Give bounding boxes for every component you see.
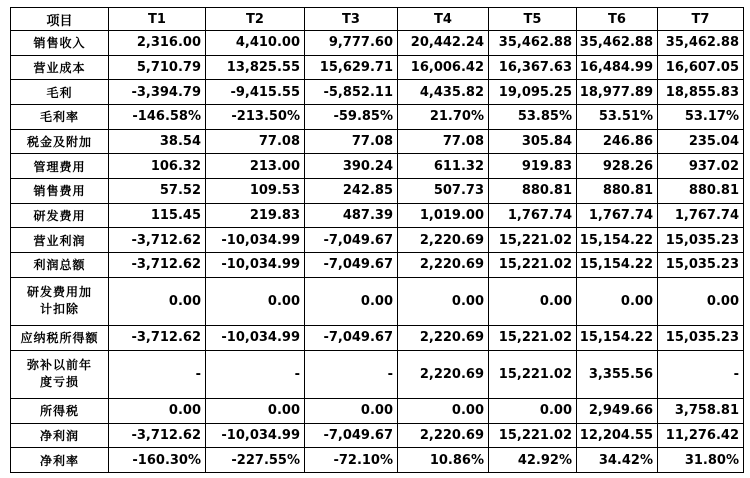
- value-cell: 0.00: [398, 277, 489, 325]
- table-row: [11, 203, 744, 228]
- value-cell: 77.08: [206, 129, 305, 154]
- value-cell: -59.85%: [305, 105, 398, 130]
- table-row: [11, 398, 744, 423]
- value-cell: 305.84: [489, 129, 577, 154]
- value-cell: -7,049.67: [305, 253, 398, 278]
- value-cell: 0.00: [489, 277, 577, 325]
- value-cell: 0.00: [489, 398, 577, 423]
- value-cell: 15,221.02: [489, 228, 577, 253]
- value-cell: 16,367.63: [489, 55, 577, 80]
- value-cell: 1,767.74: [577, 203, 658, 228]
- row-label: 税金及附加: [11, 129, 109, 154]
- value-cell: 0.00: [398, 398, 489, 423]
- row-label: 所得税: [11, 398, 109, 423]
- value-cell: 18,977.89: [577, 80, 658, 105]
- table-row: [11, 448, 744, 473]
- table-row: [11, 80, 744, 105]
- value-cell: -10,034.99: [206, 253, 305, 278]
- value-cell: 115.45: [109, 203, 206, 228]
- value-cell: 35,462.88: [489, 31, 577, 56]
- value-cell: 880.81: [577, 179, 658, 204]
- value-cell: 5,710.79: [109, 55, 206, 80]
- value-cell: 12,204.55: [577, 423, 658, 448]
- value-cell: 109.53: [206, 179, 305, 204]
- value-cell: 16,006.42: [398, 55, 489, 80]
- value-cell: 235.04: [658, 129, 744, 154]
- value-cell: 9,777.60: [305, 31, 398, 56]
- value-cell: -146.58%: [109, 105, 206, 130]
- header-cell: T7: [658, 8, 744, 31]
- value-cell: 15,154.22: [577, 228, 658, 253]
- header-cell: T2: [206, 8, 305, 31]
- row-label: 应纳税所得额: [11, 325, 109, 350]
- value-cell: -10,034.99: [206, 325, 305, 350]
- row-label: 净利率: [11, 448, 109, 473]
- value-cell: 0.00: [206, 277, 305, 325]
- value-cell: 15,035.23: [658, 253, 744, 278]
- value-cell: 53.17%: [658, 105, 744, 130]
- value-cell: 15,035.23: [658, 228, 744, 253]
- header-cell: 项目: [11, 8, 109, 31]
- value-cell: -227.55%: [206, 448, 305, 473]
- table-row: [11, 277, 744, 325]
- value-cell: -10,034.99: [206, 228, 305, 253]
- table-row: [11, 228, 744, 253]
- row-label: 研发费用加计扣除: [11, 277, 109, 325]
- table-body: [11, 31, 744, 473]
- table-row: [11, 31, 744, 56]
- value-cell: 77.08: [305, 129, 398, 154]
- row-label: 销售收入: [11, 31, 109, 56]
- value-cell: 11,276.42: [658, 423, 744, 448]
- header-row: [11, 8, 744, 31]
- value-cell: 242.85: [305, 179, 398, 204]
- value-cell: 880.81: [489, 179, 577, 204]
- value-cell: 2,220.69: [398, 350, 489, 398]
- value-cell: 3,355.56: [577, 350, 658, 398]
- value-cell: 219.83: [206, 203, 305, 228]
- table-row: [11, 105, 744, 130]
- value-cell: 4,410.00: [206, 31, 305, 56]
- value-cell: -3,712.62: [109, 228, 206, 253]
- value-cell: 16,484.99: [577, 55, 658, 80]
- value-cell: 13,825.55: [206, 55, 305, 80]
- value-cell: 15,221.02: [489, 423, 577, 448]
- value-cell: 928.26: [577, 154, 658, 179]
- value-cell: 15,035.23: [658, 325, 744, 350]
- row-label: 毛利率: [11, 105, 109, 130]
- value-cell: 15,221.02: [489, 253, 577, 278]
- value-cell: 390.24: [305, 154, 398, 179]
- value-cell: -7,049.67: [305, 325, 398, 350]
- value-cell: 880.81: [658, 179, 744, 204]
- value-cell: 2,220.69: [398, 325, 489, 350]
- value-cell: 4,435.82: [398, 80, 489, 105]
- value-cell: -3,712.62: [109, 253, 206, 278]
- value-cell: -3,712.62: [109, 423, 206, 448]
- value-cell: -: [305, 350, 398, 398]
- value-cell: 15,629.71: [305, 55, 398, 80]
- value-cell: 937.02: [658, 154, 744, 179]
- value-cell: 15,154.22: [577, 325, 658, 350]
- row-label: 营业利润: [11, 228, 109, 253]
- value-cell: 77.08: [398, 129, 489, 154]
- value-cell: 2,316.00: [109, 31, 206, 56]
- value-cell: 15,221.02: [489, 350, 577, 398]
- value-cell: 3,758.81: [658, 398, 744, 423]
- value-cell: 611.32: [398, 154, 489, 179]
- value-cell: 2,949.66: [577, 398, 658, 423]
- value-cell: -213.50%: [206, 105, 305, 130]
- value-cell: 53.51%: [577, 105, 658, 130]
- value-cell: 53.85%: [489, 105, 577, 130]
- value-cell: 106.32: [109, 154, 206, 179]
- value-cell: 246.86: [577, 129, 658, 154]
- header-cell: T6: [577, 8, 658, 31]
- value-cell: 34.42%: [577, 448, 658, 473]
- value-cell: 35,462.88: [658, 31, 744, 56]
- value-cell: -9,415.55: [206, 80, 305, 105]
- value-cell: 38.54: [109, 129, 206, 154]
- value-cell: 20,442.24: [398, 31, 489, 56]
- row-label: 利润总额: [11, 253, 109, 278]
- table-row: [11, 55, 744, 80]
- value-cell: 2,220.69: [398, 228, 489, 253]
- value-cell: 0.00: [305, 398, 398, 423]
- value-cell: 16,607.05: [658, 55, 744, 80]
- table-row: [11, 154, 744, 179]
- row-label: 净利润: [11, 423, 109, 448]
- row-label: 研发费用: [11, 203, 109, 228]
- table-row: [11, 350, 744, 398]
- table-row: [11, 179, 744, 204]
- value-cell: -160.30%: [109, 448, 206, 473]
- value-cell: 507.73: [398, 179, 489, 204]
- value-cell: 15,221.02: [489, 325, 577, 350]
- table-row: [11, 129, 744, 154]
- value-cell: 2,220.69: [398, 423, 489, 448]
- value-cell: 42.92%: [489, 448, 577, 473]
- value-cell: 0.00: [206, 398, 305, 423]
- row-label: 管理费用: [11, 154, 109, 179]
- header-cell: T3: [305, 8, 398, 31]
- header-cell: T5: [489, 8, 577, 31]
- table-row: [11, 325, 744, 350]
- value-cell: 31.80%: [658, 448, 744, 473]
- value-cell: 213.00: [206, 154, 305, 179]
- value-cell: 487.39: [305, 203, 398, 228]
- value-cell: 1,019.00: [398, 203, 489, 228]
- value-cell: 0.00: [305, 277, 398, 325]
- value-cell: -10,034.99: [206, 423, 305, 448]
- value-cell: 57.52: [109, 179, 206, 204]
- row-label: 弥补以前年度亏损: [11, 350, 109, 398]
- financial-table: [10, 7, 744, 473]
- value-cell: 18,855.83: [658, 80, 744, 105]
- value-cell: -: [658, 350, 744, 398]
- value-cell: -5,852.11: [305, 80, 398, 105]
- header-cell: T1: [109, 8, 206, 31]
- row-label: 营业成本: [11, 55, 109, 80]
- header-cell: T4: [398, 8, 489, 31]
- value-cell: -3,394.79: [109, 80, 206, 105]
- value-cell: 35,462.88: [577, 31, 658, 56]
- value-cell: -3,712.62: [109, 325, 206, 350]
- value-cell: 0.00: [577, 277, 658, 325]
- row-label: 销售费用: [11, 179, 109, 204]
- value-cell: 1,767.74: [658, 203, 744, 228]
- value-cell: 10.86%: [398, 448, 489, 473]
- financial-table-container: [10, 7, 743, 473]
- value-cell: 0.00: [109, 277, 206, 325]
- value-cell: -: [206, 350, 305, 398]
- value-cell: -72.10%: [305, 448, 398, 473]
- value-cell: 919.83: [489, 154, 577, 179]
- value-cell: 1,767.74: [489, 203, 577, 228]
- value-cell: 2,220.69: [398, 253, 489, 278]
- value-cell: 19,095.25: [489, 80, 577, 105]
- value-cell: -7,049.67: [305, 423, 398, 448]
- value-cell: 21.70%: [398, 105, 489, 130]
- row-label: 毛利: [11, 80, 109, 105]
- value-cell: 0.00: [109, 398, 206, 423]
- value-cell: -7,049.67: [305, 228, 398, 253]
- value-cell: -: [109, 350, 206, 398]
- value-cell: 15,154.22: [577, 253, 658, 278]
- value-cell: 0.00: [658, 277, 744, 325]
- table-row: [11, 423, 744, 448]
- table-row: [11, 253, 744, 278]
